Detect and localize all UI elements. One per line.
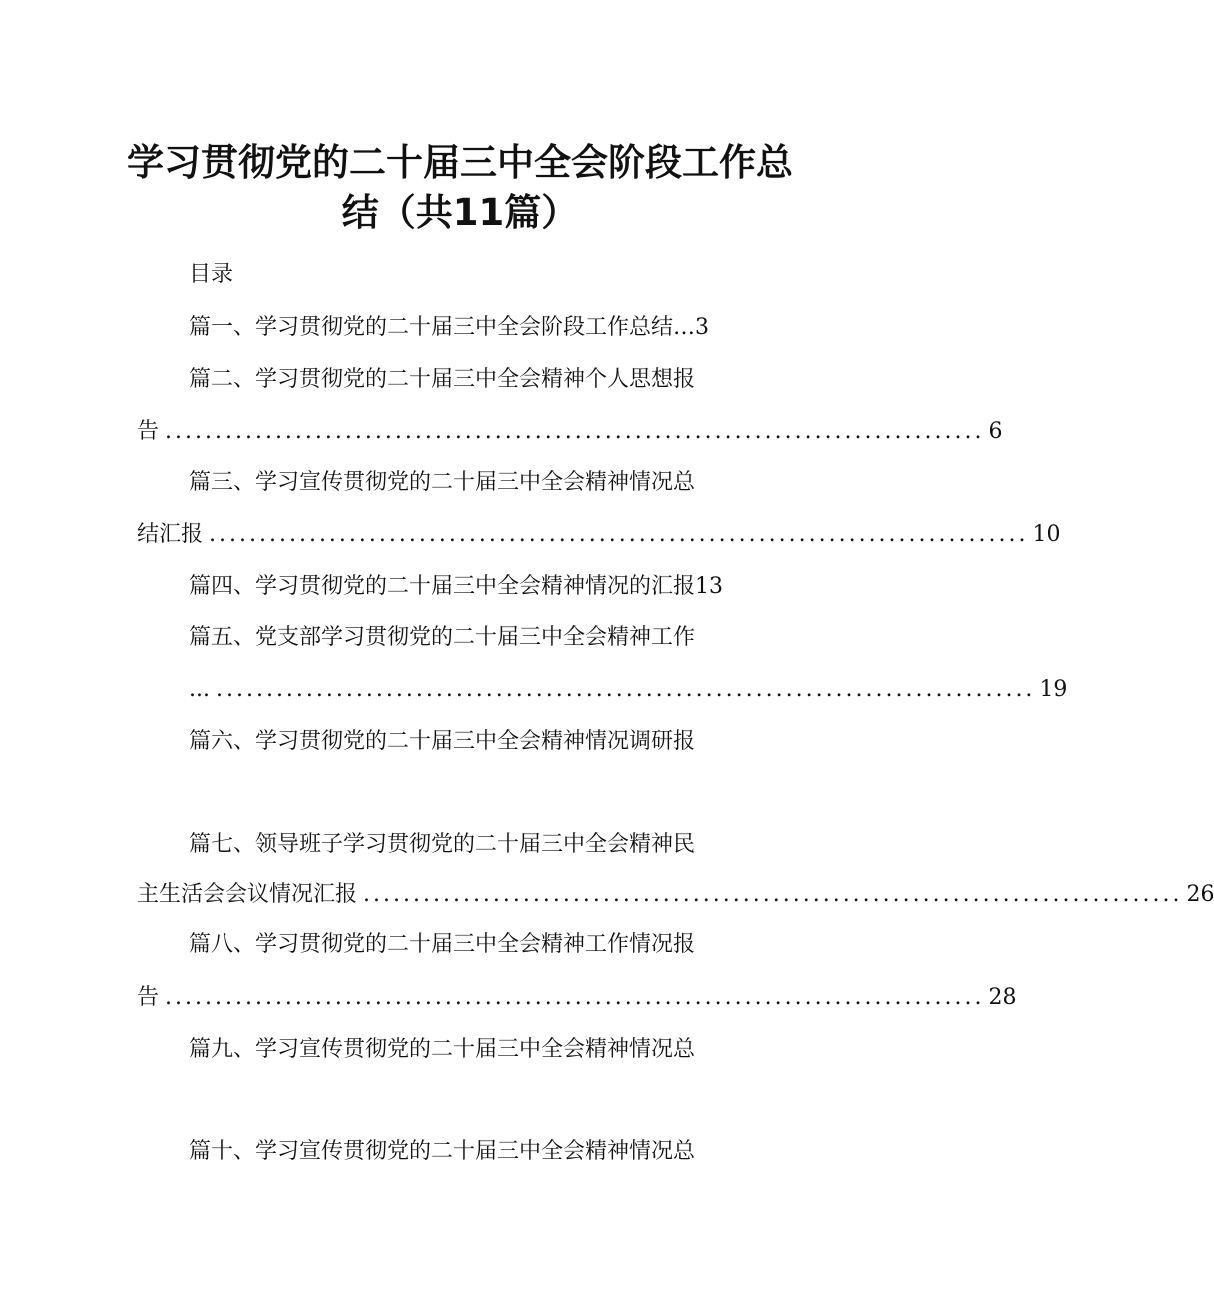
toc-entry-5-continuation[interactable] — [189, 675, 1068, 705]
toc-entry-3-continuation[interactable] — [137, 520, 1061, 550]
toc-entry-2-tail: 告 — [137, 419, 160, 444]
toc-entry-10[interactable]: 篇十、学习宣传贯彻党的二十届三中全会精神情况总 — [189, 1139, 696, 1164]
toc-entry-4[interactable]: 篇四、学习贯彻党的二十届三中全会精神情况的汇报13 — [189, 574, 723, 599]
toc-entry-8-continuation[interactable] — [137, 983, 1017, 1013]
toc-entry-9[interactable]: 篇九、学习宣传贯彻党的二十届三中全会精神情况总 — [189, 1037, 696, 1062]
document-title-line-1: 学习贯彻党的二十届三中全会阶段工作总 — [127, 141, 793, 184]
document-title-line-2: 结（共11篇） — [341, 191, 579, 234]
toc-entry-2-continuation[interactable] — [137, 417, 1003, 447]
dot-leader: .................................................................................. — [363, 882, 1183, 907]
dot-leader: .................................................................................. — [165, 419, 985, 444]
toc-entry-5[interactable]: 篇五、党支部学习贯彻党的二十届三中全会精神工作 — [189, 625, 696, 650]
toc-entry-7[interactable]: 篇七、领导班子学习贯彻党的二十届三中全会精神民 — [189, 832, 696, 857]
toc-entry-5-tail: ... — [189, 677, 210, 702]
toc-entry-7-tail: 主生活会会议情况汇报 — [137, 882, 358, 907]
toc-entry-1[interactable]: 篇一、学习贯彻党的二十届三中全会阶段工作总结…3 — [189, 315, 709, 340]
dot-leader: .................................................................................. — [165, 985, 985, 1010]
toc-entry-3-page-number: 10 — [1032, 522, 1061, 547]
toc-entry-7-continuation[interactable] — [137, 880, 1214, 910]
toc-entry-8[interactable]: 篇八、学习贯彻党的二十届三中全会精神工作情况报 — [189, 932, 696, 957]
toc-entry-3-tail: 结汇报 — [137, 522, 204, 547]
toc-entry-2-page-number: 6 — [988, 419, 1003, 444]
toc-entry-2[interactable]: 篇二、学习贯彻党的二十届三中全会精神个人思想报 — [189, 367, 696, 392]
toc-entry-3[interactable]: 篇三、学习宣传贯彻党的二十届三中全会精神情况总 — [189, 470, 696, 495]
toc-heading: 目录 — [189, 262, 234, 287]
toc-entry-7-page-number: 26 — [1186, 882, 1214, 907]
toc-entry-8-tail: 告 — [137, 985, 160, 1010]
dot-leader: .................................................................................. — [209, 522, 1029, 547]
toc-entry-6[interactable]: 篇六、学习贯彻党的二十届三中全会精神情况调研报 — [189, 729, 696, 754]
toc-entry-8-page-number: 28 — [988, 985, 1017, 1010]
dot-leader: .................................................................................. — [215, 677, 1036, 702]
toc-entry-5-page-number: 19 — [1039, 677, 1068, 702]
